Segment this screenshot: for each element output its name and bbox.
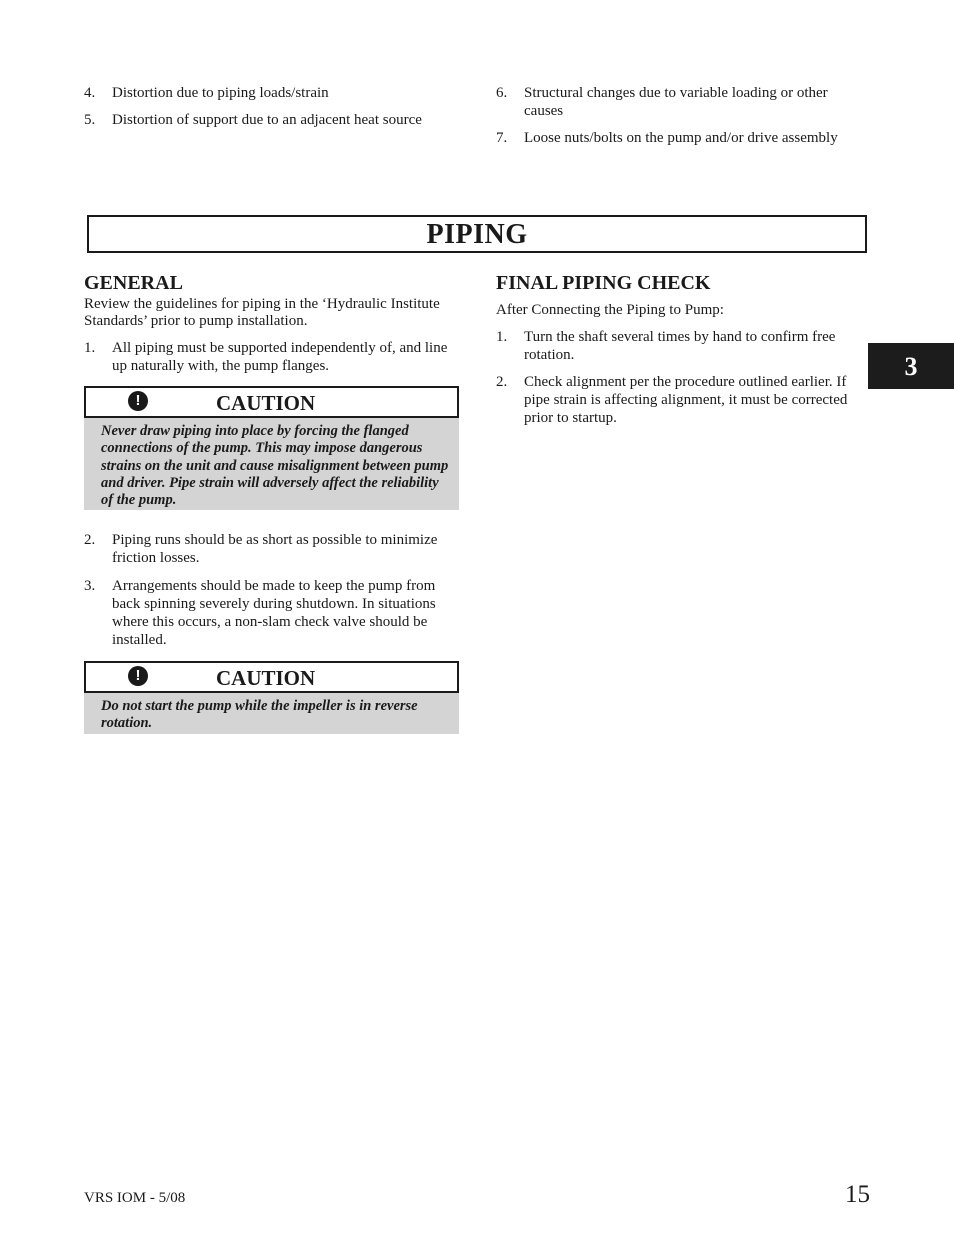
list-number: 1.: [84, 340, 96, 356]
list-text: All piping must be supported independently of, and line up naturally with, the pump flanges.: [112, 340, 448, 374]
list-number: 4.: [84, 85, 96, 101]
exclamation-icon: !: [128, 666, 148, 686]
section-title: PIPING: [426, 219, 528, 250]
list-text: Distortion due to piping loads/strain: [112, 85, 329, 101]
list-text: Distortion of support due to an adjacent heat source: [112, 112, 422, 128]
page-number: 15: [845, 1181, 870, 1208]
caution-label: CAUTION: [216, 391, 316, 415]
final-check-heading: FINAL PIPING CHECK: [496, 272, 711, 294]
list-text: Loose nuts/bolts on the pump and/or drive assembly: [524, 130, 838, 146]
general-intro: Review the guidelines for piping in the ‘Hydraulic Institute Standards’ prior to pump installation.: [84, 296, 440, 329]
list-text: Turn the shaft several times by hand to confirm free rotation.: [524, 329, 836, 363]
caution-message: [84, 693, 459, 734]
caution-text: Do not start the pump while the impeller is in reverse rotation.: [101, 698, 418, 732]
list-number: 2.: [84, 532, 96, 548]
caution-message: [84, 418, 459, 510]
section-title-bar: [87, 215, 867, 253]
caution-header: [84, 386, 459, 418]
list-number: 2.: [496, 374, 508, 390]
caution-header: [84, 661, 459, 693]
document-id: VRS IOM - 5/08: [84, 1190, 186, 1206]
list-text: Check alignment per the procedure outlined earlier. If pipe strain is affecting alignment, it must be corrected prior to startup.: [524, 374, 848, 426]
list-number: 3.: [84, 578, 96, 594]
list-number: 7.: [496, 130, 508, 146]
exclamation-icon: !: [128, 391, 148, 411]
caution-text: Never draw piping into place by forcing the flanged connections of the pump. This may impose dangerous strains on the unit and cause misalignment between pump and driver. Pipe strain will adversely affect the reliability of the pump.: [101, 423, 449, 509]
chapter-number: 3: [904, 352, 918, 381]
general-heading: GENERAL: [84, 272, 183, 294]
list-text: Structural changes due to variable loading or other causes: [524, 85, 828, 119]
list-text: Piping runs should be as short as possible to minimize friction losses.: [112, 532, 438, 566]
caution-label: CAUTION: [216, 666, 316, 690]
list-number: 5.: [84, 112, 96, 128]
list-text: Arrangements should be made to keep the pump from back spinning severely during shutdown. In situations where this occurs, a non-slam check valve should be installed.: [112, 578, 436, 648]
list-number: 1.: [496, 329, 508, 345]
list-number: 6.: [496, 85, 508, 101]
chapter-tab: [868, 343, 954, 389]
final-check-intro: After Connecting the Piping to Pump:: [496, 302, 724, 318]
